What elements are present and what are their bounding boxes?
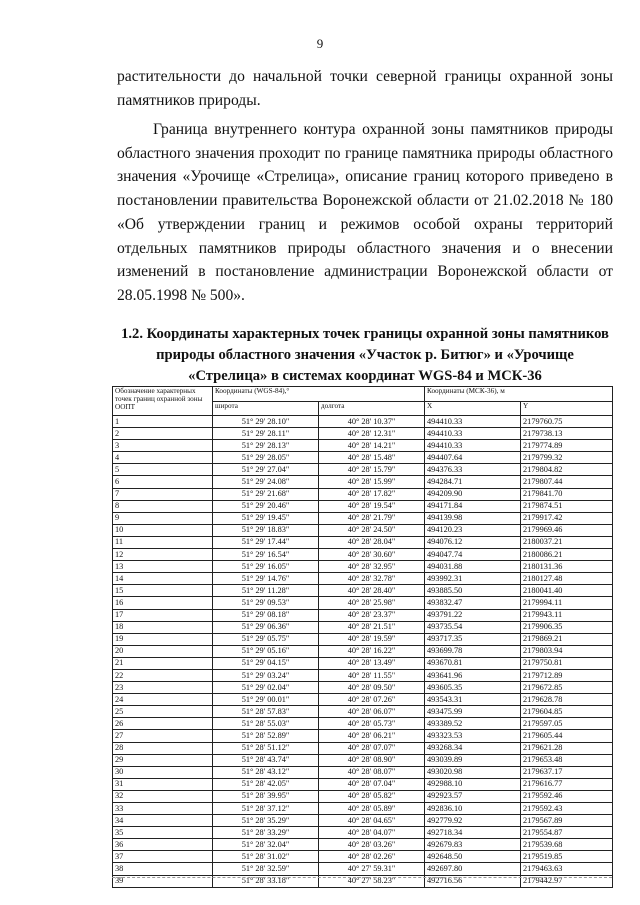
cell-point-number: 27	[113, 730, 213, 742]
cell-y-coordinate: 2179621.28	[521, 742, 613, 754]
cell-point-number: 3	[113, 440, 213, 452]
cell-x-coordinate: 493641.96	[425, 669, 521, 681]
paragraph-inner-contour: Граница внутреннего контура охранной зоны памятников природы областного значения проходит по границе памятника природы областного значения «Урочище «Стрелица», описание границ которого приведено в постановлении правительства Воронежской области от 21.02.2018 № 180 «Об утверждении границ и режимов особой охраны территорий отдельных памятников природы областного значения и о внесении изменений в постановление администрации Воронежской области от 28.05.1998 № 500».	[117, 121, 613, 304]
cell-y-coordinate: 2179869.21	[521, 633, 613, 645]
table-row	[113, 585, 613, 597]
table-row	[113, 573, 613, 585]
table-row	[113, 428, 613, 440]
table-row	[113, 778, 613, 790]
cell-longitude: 40° 28' 16.22"	[319, 645, 425, 657]
cell-x-coordinate: 493832.47	[425, 597, 521, 609]
table-row	[113, 669, 613, 681]
cell-latitude: 51° 28' 57.83"	[213, 706, 319, 718]
cell-longitude: 40° 28' 28.04"	[319, 536, 425, 548]
cell-longitude: 40° 28' 07.04"	[319, 778, 425, 790]
cell-x-coordinate: 492988.10	[425, 778, 521, 790]
cell-x-coordinate: 494410.33	[425, 428, 521, 440]
table-row	[113, 512, 613, 524]
cell-latitude: 51° 28' 39.95"	[213, 790, 319, 802]
cell-y-coordinate: 2179628.78	[521, 694, 613, 706]
cell-point-number: 25	[113, 706, 213, 718]
cell-latitude: 51° 28' 42.05"	[213, 778, 319, 790]
cell-x-coordinate: 493020.98	[425, 766, 521, 778]
cell-longitude: 40° 28' 25.98"	[319, 597, 425, 609]
cell-y-coordinate: 2179637.17	[521, 766, 613, 778]
table-header-row	[113, 387, 613, 402]
cell-latitude: 51° 29' 05.75"	[213, 633, 319, 645]
table-row	[113, 621, 613, 633]
cell-point-number: 15	[113, 585, 213, 597]
cell-x-coordinate: 492836.10	[425, 803, 521, 815]
cell-y-coordinate: 2180086.21	[521, 549, 613, 561]
cell-x-coordinate: 493735.54	[425, 621, 521, 633]
paragraph-continuation: растительности до начальной точки северной границы охранной зоны памятников природы.	[117, 68, 613, 109]
cell-latitude: 51° 28' 55.03"	[213, 718, 319, 730]
table-row	[113, 815, 613, 827]
cell-point-number: 20	[113, 645, 213, 657]
cell-y-coordinate: 2179774.89	[521, 440, 613, 452]
cell-x-coordinate: 493717.35	[425, 633, 521, 645]
table-row	[113, 839, 613, 851]
cell-x-coordinate: 493475.99	[425, 706, 521, 718]
cell-latitude: 51° 29' 28.11"	[213, 428, 319, 440]
cell-point-number: 28	[113, 742, 213, 754]
cell-latitude: 51° 29' 28.10"	[213, 416, 319, 428]
cell-latitude: 51° 29' 17.44"	[213, 536, 319, 548]
cell-longitude: 40° 28' 06.21"	[319, 730, 425, 742]
table-row	[113, 561, 613, 573]
cell-y-coordinate: 2179442.97	[521, 875, 613, 887]
cell-point-number: 8	[113, 500, 213, 512]
cell-y-coordinate: 2179799.32	[521, 452, 613, 464]
table-row	[113, 440, 613, 452]
header-x: X	[425, 401, 521, 416]
cell-latitude: 51° 29' 06.36"	[213, 621, 319, 633]
cell-x-coordinate: 493268.34	[425, 742, 521, 754]
cell-point-number: 23	[113, 682, 213, 694]
table-row	[113, 609, 613, 621]
cell-latitude: 51° 29' 21.68"	[213, 488, 319, 500]
cell-x-coordinate: 493791.22	[425, 609, 521, 621]
cell-x-coordinate: 492679.83	[425, 839, 521, 851]
cell-x-coordinate: 494376.33	[425, 464, 521, 476]
cell-latitude: 51° 29' 27.04"	[213, 464, 319, 476]
header-longitude: долгота	[319, 401, 425, 416]
cell-longitude: 40° 28' 10.37"	[319, 416, 425, 428]
cell-x-coordinate: 493885.50	[425, 585, 521, 597]
cell-y-coordinate: 2179539.68	[521, 839, 613, 851]
cell-longitude: 40° 28' 24.50"	[319, 524, 425, 536]
table-row	[113, 682, 613, 694]
cell-x-coordinate: 493699.78	[425, 645, 521, 657]
cell-longitude: 40° 28' 04.65"	[319, 815, 425, 827]
cell-x-coordinate: 493389.52	[425, 718, 521, 730]
cell-longitude: 40° 28' 14.21"	[319, 440, 425, 452]
cell-y-coordinate: 2180041.40	[521, 585, 613, 597]
cell-longitude: 40° 28' 05.89"	[319, 803, 425, 815]
cell-x-coordinate: 493543.31	[425, 694, 521, 706]
cell-y-coordinate: 2179616.77	[521, 778, 613, 790]
cell-point-number: 13	[113, 561, 213, 573]
cell-latitude: 51° 29' 00.01"	[213, 694, 319, 706]
cell-x-coordinate: 494031.88	[425, 561, 521, 573]
cell-y-coordinate: 2179463.63	[521, 863, 613, 875]
cell-x-coordinate: 494284.71	[425, 476, 521, 488]
cell-x-coordinate: 492648.50	[425, 851, 521, 863]
cell-longitude: 40° 28' 08.90"	[319, 754, 425, 766]
cell-longitude: 40° 28' 08.07"	[319, 766, 425, 778]
cell-point-number: 32	[113, 790, 213, 802]
cell-point-number: 37	[113, 851, 213, 863]
cell-longitude: 40° 28' 21.51"	[319, 621, 425, 633]
table-row	[113, 500, 613, 512]
cell-y-coordinate: 2180131.36	[521, 561, 613, 573]
cell-point-number: 18	[113, 621, 213, 633]
cell-latitude: 51° 29' 24.08"	[213, 476, 319, 488]
header-y: Y	[521, 401, 613, 416]
cell-point-number: 33	[113, 803, 213, 815]
cell-y-coordinate: 2179969.46	[521, 524, 613, 536]
cell-latitude: 51° 28' 33.29"	[213, 827, 319, 839]
cell-longitude: 40° 28' 04.07"	[319, 827, 425, 839]
coordinates-table-wrapper	[112, 386, 612, 888]
cell-y-coordinate: 2179567.89	[521, 815, 613, 827]
cell-x-coordinate: 493605.35	[425, 682, 521, 694]
cell-longitude: 40° 28' 30.60"	[319, 549, 425, 561]
table-row	[113, 536, 613, 548]
cell-longitude: 40° 28' 02.26"	[319, 851, 425, 863]
cell-point-number: 19	[113, 633, 213, 645]
cell-y-coordinate: 2179841.70	[521, 488, 613, 500]
cell-latitude: 51° 29' 19.45"	[213, 512, 319, 524]
table-row	[113, 790, 613, 802]
cell-y-coordinate: 2179597.05	[521, 718, 613, 730]
cell-point-number: 26	[113, 718, 213, 730]
cell-point-number: 35	[113, 827, 213, 839]
cell-longitude: 40° 27' 59.31"	[319, 863, 425, 875]
cell-x-coordinate: 492716.56	[425, 875, 521, 887]
cell-y-coordinate: 2179874.51	[521, 500, 613, 512]
cell-latitude: 51° 29' 28.13"	[213, 440, 319, 452]
cell-y-coordinate: 2179917.42	[521, 512, 613, 524]
cell-longitude: 40° 28' 05.82"	[319, 790, 425, 802]
coordinates-table	[112, 386, 613, 888]
cell-point-number: 17	[113, 609, 213, 621]
table-row	[113, 827, 613, 839]
table-row	[113, 416, 613, 428]
cell-y-coordinate: 2179554.87	[521, 827, 613, 839]
cell-point-number: 24	[113, 694, 213, 706]
cell-longitude: 40° 28' 23.37"	[319, 609, 425, 621]
cell-point-number: 16	[113, 597, 213, 609]
cell-latitude: 51° 29' 11.28"	[213, 585, 319, 597]
cell-y-coordinate: 2179604.85	[521, 706, 613, 718]
cell-point-number: 34	[113, 815, 213, 827]
cell-x-coordinate: 493670.81	[425, 657, 521, 669]
cell-latitude: 51° 28' 32.04"	[213, 839, 319, 851]
cell-longitude: 40° 28' 13.49"	[319, 657, 425, 669]
table-row	[113, 657, 613, 669]
cell-point-number: 22	[113, 669, 213, 681]
cell-longitude: 40° 28' 09.50"	[319, 682, 425, 694]
cell-y-coordinate: 2179712.89	[521, 669, 613, 681]
cell-longitude: 40° 27' 58.23"	[319, 875, 425, 887]
cell-x-coordinate: 493323.53	[425, 730, 521, 742]
cell-longitude: 40° 28' 12.31"	[319, 428, 425, 440]
cell-latitude: 51° 28' 35.29"	[213, 815, 319, 827]
table-row	[113, 524, 613, 536]
cell-latitude: 51° 28' 43.74"	[213, 754, 319, 766]
table-row	[113, 718, 613, 730]
cell-latitude: 51° 29' 18.83"	[213, 524, 319, 536]
cell-longitude: 40° 28' 32.95"	[319, 561, 425, 573]
cell-x-coordinate: 494047.74	[425, 549, 521, 561]
cell-y-coordinate: 2179672.85	[521, 682, 613, 694]
cell-point-number: 6	[113, 476, 213, 488]
cell-x-coordinate: 493992.31	[425, 573, 521, 585]
cell-point-number: 7	[113, 488, 213, 500]
cell-y-coordinate: 2179760.75	[521, 416, 613, 428]
cell-latitude: 51° 29' 05.16"	[213, 645, 319, 657]
header-latitude: широта	[213, 401, 319, 416]
cell-point-number: 29	[113, 754, 213, 766]
header-wgs84: Координаты (WGS-84),°	[213, 387, 425, 402]
cell-longitude: 40° 28' 05.73"	[319, 718, 425, 730]
cell-x-coordinate: 494209.90	[425, 488, 521, 500]
table-row	[113, 730, 613, 742]
table-row	[113, 694, 613, 706]
cell-y-coordinate: 2179906.35	[521, 621, 613, 633]
table-row	[113, 766, 613, 778]
cell-latitude: 51° 28' 37.12"	[213, 803, 319, 815]
cell-longitude: 40° 28' 07.26"	[319, 694, 425, 706]
cell-longitude: 40° 28' 28.40"	[319, 585, 425, 597]
cell-longitude: 40° 28' 06.07"	[319, 706, 425, 718]
section-heading: 1.2. Координаты характерных точек границы охранной зоны памятников природы областного значения «Участок р. Битюг» и «Урочище «Стрелица» в системах координат WGS-84 и МСК-36	[121, 326, 609, 384]
cell-y-coordinate: 2179803.94	[521, 645, 613, 657]
table-row	[113, 742, 613, 754]
header-point-label: Обозначение характерных точек границ охранной зоны ООПТ	[113, 387, 213, 416]
cell-latitude: 51° 28' 43.12"	[213, 766, 319, 778]
cell-longitude: 40° 28' 32.78"	[319, 573, 425, 585]
cell-point-number: 9	[113, 512, 213, 524]
cell-longitude: 40° 28' 15.99"	[319, 476, 425, 488]
cell-x-coordinate: 492718.34	[425, 827, 521, 839]
cell-y-coordinate: 2179519.85	[521, 851, 613, 863]
cell-y-coordinate: 2179943.11	[521, 609, 613, 621]
cell-latitude: 51° 29' 16.54"	[213, 549, 319, 561]
cell-point-number: 11	[113, 536, 213, 548]
cell-y-coordinate: 2179592.43	[521, 803, 613, 815]
cell-y-coordinate: 2179592.46	[521, 790, 613, 802]
cell-longitude: 40° 28' 21.79"	[319, 512, 425, 524]
cell-point-number: 38	[113, 863, 213, 875]
cell-y-coordinate: 2179653.48	[521, 754, 613, 766]
cell-point-number: 12	[113, 549, 213, 561]
cell-y-coordinate: 2179804.82	[521, 464, 613, 476]
cell-longitude: 40° 28' 17.82"	[319, 488, 425, 500]
cell-longitude: 40° 28' 19.59"	[319, 633, 425, 645]
cell-latitude: 51° 28' 51.12"	[213, 742, 319, 754]
cell-y-coordinate: 2179605.44	[521, 730, 613, 742]
cell-y-coordinate: 2180127.48	[521, 573, 613, 585]
cell-x-coordinate: 494410.33	[425, 440, 521, 452]
cell-x-coordinate: 493039.89	[425, 754, 521, 766]
table-row	[113, 633, 613, 645]
cell-x-coordinate: 494407.64	[425, 452, 521, 464]
cell-point-number: 14	[113, 573, 213, 585]
table-row	[113, 597, 613, 609]
cell-y-coordinate: 2179738.13	[521, 428, 613, 440]
cell-latitude: 51° 29' 03.24"	[213, 669, 319, 681]
cell-point-number: 4	[113, 452, 213, 464]
cell-longitude: 40° 28' 03.26"	[319, 839, 425, 851]
cell-latitude: 51° 29' 28.05"	[213, 452, 319, 464]
cell-latitude: 51° 28' 31.02"	[213, 851, 319, 863]
cell-point-number: 39	[113, 875, 213, 887]
cell-point-number: 1	[113, 416, 213, 428]
cell-y-coordinate: 2179807.44	[521, 476, 613, 488]
cell-longitude: 40° 28' 15.48"	[319, 452, 425, 464]
cell-y-coordinate: 2180037.21	[521, 536, 613, 548]
cell-point-number: 36	[113, 839, 213, 851]
page-bottom-divider	[112, 877, 612, 878]
table-row	[113, 706, 613, 718]
cell-latitude: 51° 29' 20.46"	[213, 500, 319, 512]
cell-latitude: 51° 29' 08.18"	[213, 609, 319, 621]
cell-latitude: 51° 29' 14.76"	[213, 573, 319, 585]
cell-x-coordinate: 492697.80	[425, 863, 521, 875]
cell-x-coordinate: 494139.98	[425, 512, 521, 524]
cell-x-coordinate: 494410.33	[425, 416, 521, 428]
table-row	[113, 452, 613, 464]
cell-x-coordinate: 494076.12	[425, 536, 521, 548]
table-row	[113, 863, 613, 875]
cell-latitude: 51° 29' 16.05"	[213, 561, 319, 573]
cell-point-number: 21	[113, 657, 213, 669]
cell-x-coordinate: 494120.23	[425, 524, 521, 536]
table-row	[113, 476, 613, 488]
cell-y-coordinate: 2179750.81	[521, 657, 613, 669]
cell-x-coordinate: 492923.57	[425, 790, 521, 802]
cell-point-number: 2	[113, 428, 213, 440]
table-row	[113, 754, 613, 766]
cell-point-number: 5	[113, 464, 213, 476]
page-number: 9	[316, 36, 324, 51]
cell-x-coordinate: 492779.92	[425, 815, 521, 827]
cell-latitude: 51° 28' 52.89"	[213, 730, 319, 742]
table-row	[113, 488, 613, 500]
cell-latitude: 51° 28' 32.59"	[213, 863, 319, 875]
cell-latitude: 51° 29' 02.04"	[213, 682, 319, 694]
table-row	[113, 464, 613, 476]
cell-latitude: 51° 29' 04.15"	[213, 657, 319, 669]
cell-y-coordinate: 2179994.11	[521, 597, 613, 609]
cell-longitude: 40° 28' 07.07"	[319, 742, 425, 754]
cell-longitude: 40° 28' 11.55"	[319, 669, 425, 681]
table-row	[113, 851, 613, 863]
table-row	[113, 645, 613, 657]
cell-longitude: 40° 28' 15.79"	[319, 464, 425, 476]
header-msk36: Координаты (МСК-36), м	[425, 387, 613, 402]
cell-point-number: 10	[113, 524, 213, 536]
cell-longitude: 40° 28' 19.54"	[319, 500, 425, 512]
cell-point-number: 30	[113, 766, 213, 778]
cell-latitude: 51° 29' 09.53"	[213, 597, 319, 609]
cell-x-coordinate: 494171.84	[425, 500, 521, 512]
cell-latitude: 51° 28' 33.18"	[213, 875, 319, 887]
cell-point-number: 31	[113, 778, 213, 790]
table-row	[113, 549, 613, 561]
table-row	[113, 803, 613, 815]
